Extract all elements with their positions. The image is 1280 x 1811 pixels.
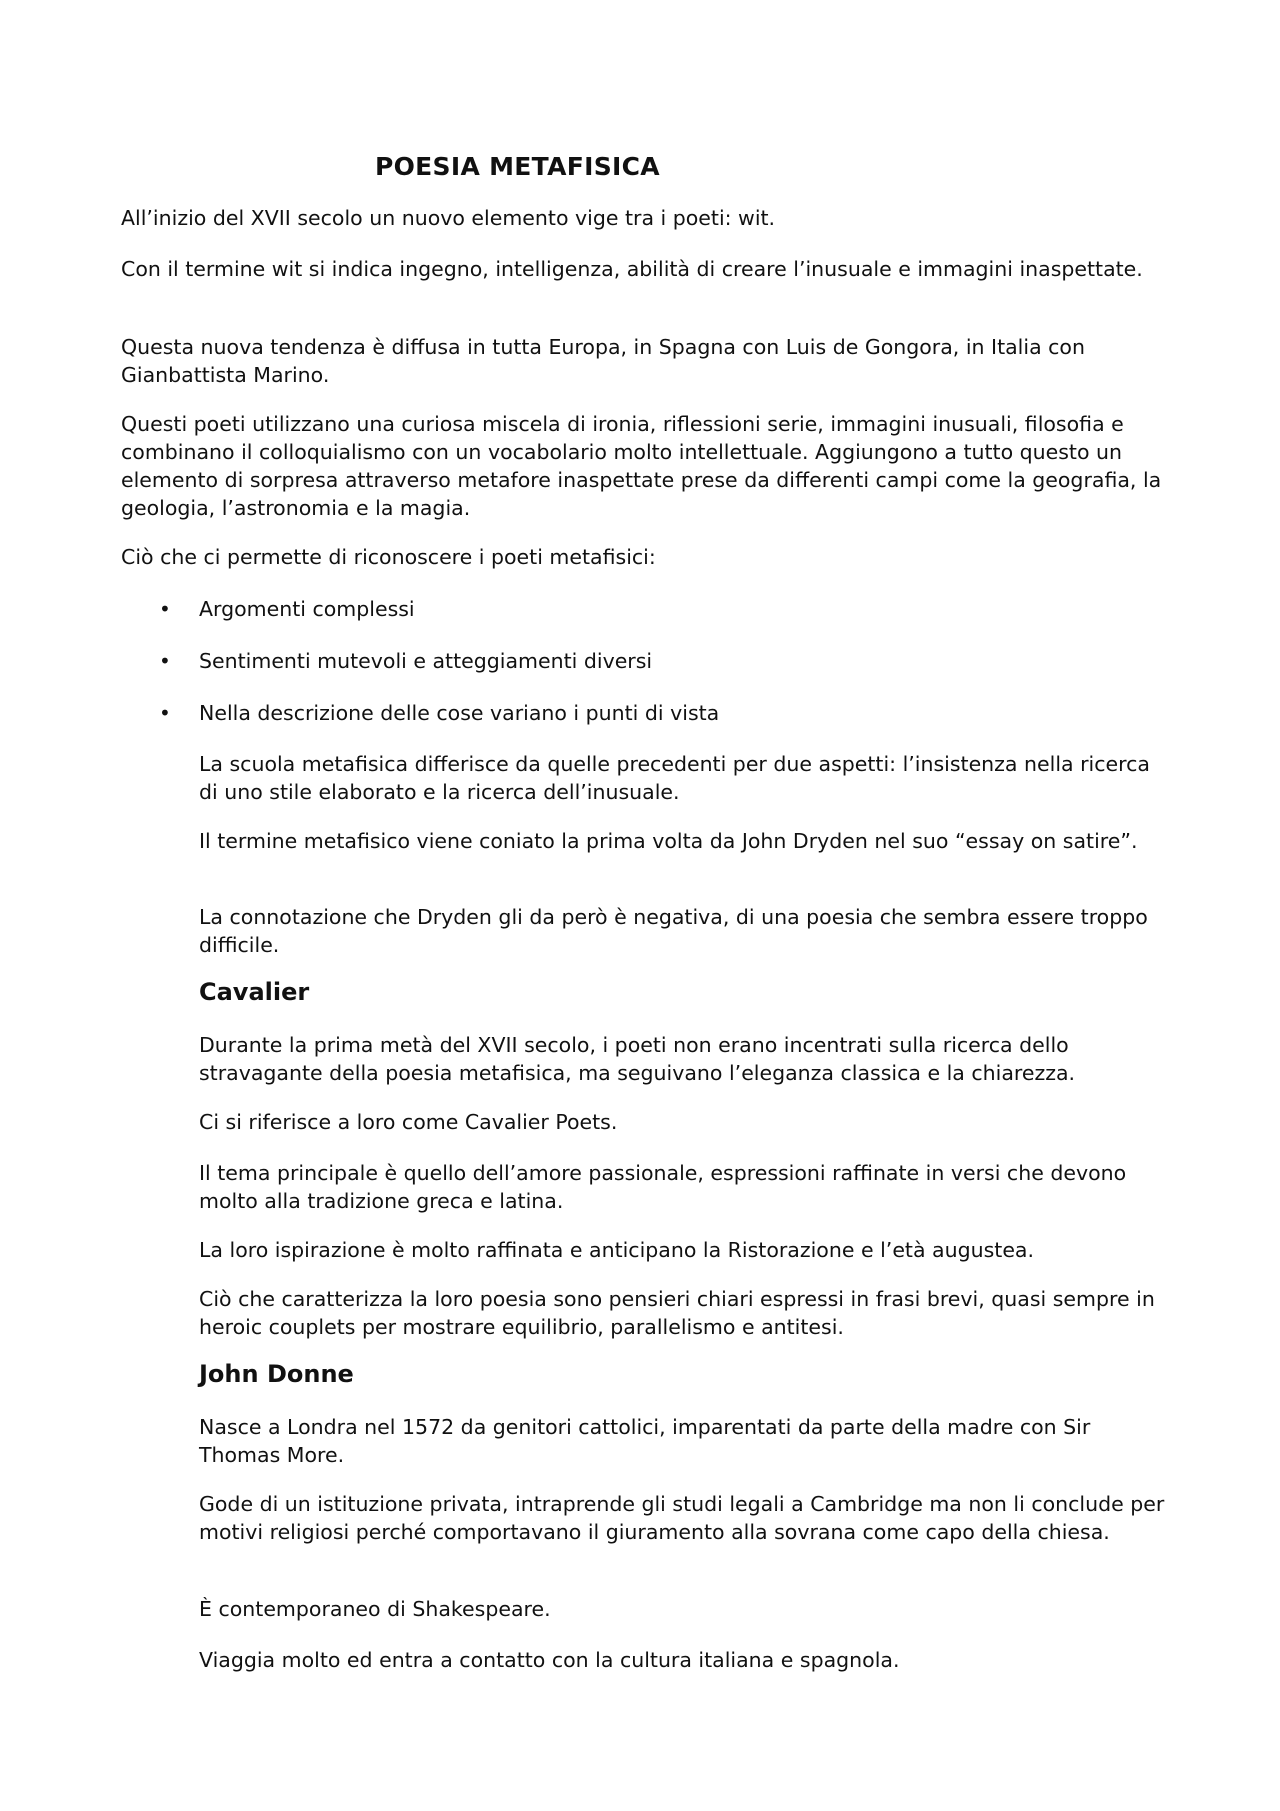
paragraph-donne-2: Gode di un istituzione privata, intraprende gli studi legali a Cambridge ma non li conclude per motivi religiosi perché comportavano il giuramento alla sovrana come capo della chiesa. bbox=[199, 1492, 1165, 1544]
section-heading-john-donne: John Donne bbox=[199, 1360, 354, 1388]
page-title: POESIA METAFISICA bbox=[375, 152, 660, 181]
paragraph-after-list-3: La connotazione che Dryden gli da però è negativa, di una poesia che sembra essere troppo difficile. bbox=[199, 905, 1148, 957]
paragraph-donne-4: Viaggia molto ed entra a contatto con la cultura italiana e spagnola. bbox=[199, 1648, 900, 1672]
bullet-marker: • bbox=[159, 597, 171, 621]
paragraph-intro-2: Con il termine wit si indica ingegno, intelligenza, abilità di creare l’inusuale e immagini inaspettate. bbox=[121, 257, 1143, 281]
paragraph-cavalier-5: Ciò che caratterizza la loro poesia sono pensieri chiari espressi in frasi brevi, quasi sempre in heroic couplets per mostrare equilibrio, parallelismo e antitesi. bbox=[199, 1287, 1155, 1339]
paragraph-donne-1: Nasce a Londra nel 1572 da genitori cattolici, imparentati da parte della madre con Sir Thomas More. bbox=[199, 1415, 1091, 1467]
paragraph-cavalier-3: Il tema principale è quello dell’amore passionale, espressioni raffinate in versi che devono molto alla tradizione greca e latina. bbox=[199, 1161, 1127, 1213]
paragraph-intro-4: Questi poeti utilizzano una curiosa miscela di ironia, riflessioni serie, immagini inusuali, filosofia e combinano il colloquialismo con un vocabolario molto intellettuale. Aggiungono a tutto questo un elemento di sorpresa attraverso metafore inaspettate prese da differenti campi come la geografia, la geologia, l’astronomia e la magia. bbox=[121, 412, 1162, 520]
paragraph-cavalier-2: Ci si riferisce a loro come Cavalier Poets. bbox=[199, 1110, 618, 1134]
paragraph-intro-1: All’inizio del XVII secolo un nuovo elemento vige tra i poeti: wit. bbox=[121, 206, 776, 230]
bullet-marker: • bbox=[159, 701, 171, 725]
list-item: Argomenti complessi bbox=[199, 597, 415, 621]
paragraph-intro-5: Ciò che ci permette di riconoscere i poeti metafisici: bbox=[121, 545, 656, 569]
paragraph-cavalier-4: La loro ispirazione è molto raffinata e anticipano la Ristorazione e l’età augustea. bbox=[199, 1238, 1035, 1262]
paragraph-cavalier-1: Durante la prima metà del XVII secolo, i poeti non erano incentrati sulla ricerca dello stravagante della poesia metafisica, ma seguivano l’eleganza classica e la chiarezza. bbox=[199, 1033, 1076, 1085]
paragraph-after-list-1: La scuola metafisica differisce da quelle precedenti per due aspetti: l’insistenza nella ricerca di uno stile elaborato e la ricerca dell’inusuale. bbox=[199, 752, 1150, 804]
list-item: Sentimenti mutevoli e atteggiamenti diversi bbox=[199, 649, 653, 673]
section-heading-cavalier: Cavalier bbox=[199, 978, 310, 1006]
paragraph-donne-3: È contemporaneo di Shakespeare. bbox=[199, 1597, 551, 1621]
list-item: Nella descrizione delle cose variano i punti di vista bbox=[199, 701, 720, 725]
paragraph-after-list-2: Il termine metafisico viene coniato la prima volta da John Dryden nel suo “essay on satire”. bbox=[199, 829, 1138, 853]
paragraph-intro-3: Questa nuova tendenza è diffusa in tutta Europa, in Spagna con Luis de Gongora, in Italia con Gianbattista Marino. bbox=[121, 335, 1085, 387]
bullet-marker: • bbox=[159, 649, 171, 673]
